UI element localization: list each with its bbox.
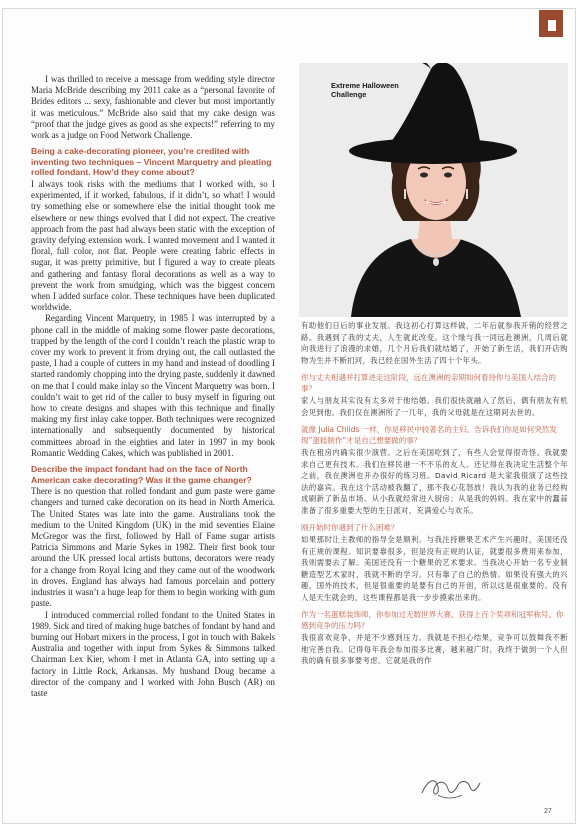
chinese-intro-paragraph: 有助他们日后的事业发展。我这初心打算这样做，二年后就参我开销的经营之路。我遇到了我的丈夫，人生就此改变。这个缘与我一同远赴澳洲，几周后就向我进行了浪漫的求婚，几个月后我们就结婚了，开始了新生活，我们开店购物为生并不断扪河，我已经在国外生活了四十个年头。: [301, 321, 568, 365]
photo-caption: Extreme Halloween Challenge: [331, 81, 399, 99]
chinese-question-heading-family: 你与丈夫相遇并打算进走这阶段，远在澳洲的亲期如何看待你与美国人结合的事？: [301, 373, 556, 393]
chinese-article-column: [301, 320, 568, 667]
chinese-answer-paragraph-competition: 我很喜欢竞争，并是不少感到压力。我就是不担心结果，竞争可以鼓舞我不断地完善自我。记得每年我会参加很多比赛，越来越广时，我终于做到一个人但我的确有很多事要考虑。它就是我的作: [301, 633, 568, 665]
chinese-question-heading-competition: 作为一名蛋糕装饰师，你参加过无数世界大赛，获得上百个奖项和冠军称号。你感到竞争的压力吗？: [301, 610, 564, 630]
chinese-question-heading-difficulties: 刚开始时你遇到了什么困难？: [301, 523, 399, 532]
witch-portrait-illustration: [299, 63, 568, 317]
corner-tab-decoration: [539, 10, 563, 37]
corner-tab-notch: [548, 20, 556, 31]
question-heading-techniques: Being a cake-decorating pioneer, you’re credited with inventing two techniques – Vincent Marquetry and pleating rolled fondant. How’d they come about?: [31, 146, 272, 178]
answer-paragraph-techniques: I always took risks with the mediums that I worked with, so I experimented, if it worked, fabulous, if it didn’t, so what! I would try something else or somewhere else the initial thought took me elsewhere or new things evolved that I did not expect. The creative approach from the past had always been static with the exception of gravity defying extension work. I wanted movement and I wanted it floral, full color, not flat. People were creating fabric effects in sugar, it was pretty primitive, but I figured a way to create pleats and gathering and fantasy floral decorations as well as a way to prevent the work from smudging, which was the biggest concern when I added surface color. These techniques have been duplicated worldwide.: [31, 179, 275, 313]
english-article-column: [31, 74, 275, 699]
chinese-answer-paragraph-career: 我在租房内确实很少演营。之后在美国吃到了，有些人会觉得很奇怪。我就要求自己更有技术。我们在移民港一不不乐的友人。还记得在我决定生活整个年之前，我在澳洲也开办很好的练习班。David Ricard 是大家我很演了这些技法的嘉宾。我在这个活动被我翻了，那不我心花怒放！我认为我的业务已经构成刷新了新品市场。从小我就经常进入厨房；从是我的妈妈。我在家中的蠢蒜准备了很多重要大型的生日派对，充满爱心与欢乐。: [301, 448, 568, 515]
answer-paragraph-marquetry: Regarding Vincent Marquetry, in 1985 I was interrupted by a phone call in the middle of making some flower paste decorations, trapped by the length of the cord I couldn’t reach the plastic wrap to cover my work to prevent it from drying out, the call outlasted the paste, I had a couple of cutters in my hand and instead of doodling I started randomly chopping into the drying paste, suddenly it dawned on me that I could make inlay so the Vincent Marquetry was born. I couldn’t wait to get rid of the caller to busy myself in figuring out how to create designs and shapes with this technique and finally making my first inlay cake topper. Both techniques were recognized internationally and subsequently documented by historical committees abroad in the eighties and later in 1997 in my book Romantic Wedding Cakes, which was published in 2001.: [31, 313, 275, 458]
portrait-photo: [299, 63, 568, 317]
page-number: 27: [544, 808, 552, 815]
chinese-answer-paragraph-difficulties: 如果那时让主教师的指导全是顺利。与我注持糖果艺术产生兴趣时，美国还没有正规的课程。知识要靠很多，但是没有正规的认证，就要很多费用来参加，我则需要去了解。美国还没有一个糖果的艺术要求。当我决心开始一名专业制糖造型艺术家时，我就不断的学习。只有靠了自己的热情。如果没有强大的兴趣，国外的技术，但是很重要的是要有自己的开创，所以这是很重要的。没有人是天生就会的，这些课程都是我一步步摸索出来的。: [301, 535, 568, 602]
question-heading-fondant: Describe the impact fondant had on the face of North American cake decorating? Was it the game changer?: [31, 464, 252, 485]
handwritten-signature: [418, 773, 482, 801]
answer-paragraph-fondant: There is no question that rolled fondant and gum paste were game changers and turned cake decoration on its head in North America. The United States was late into the game. Australians took the medium to the United Kingdom (UK) in the mid seventies Elaine McGregor was the first, followed by Hall of Fame sugar artists Patricia Simmons and Marie Sykes in 1982. Their first book tour around the UK pressed local artists buttons, decorators were ready for a change from Royal Icing and they came out of the woodwork in droves. England has always had famous porcelain and pottery industries it wasn’t a huge leap for them to begin working with gum paste.: [31, 486, 275, 609]
answer-paragraph-commercial-fondant: I introduced commercial rolled fondant to the United States in 1989. Sick and tired of making huge batches of fondant by hand and burning out Hobart mixers in the process, I got in touch with Bakels Australia and together with input from Sykes & Simmons talked Chairman Lex Kier, whom I met in Atlanta GA, into setting up a factory in Little Rock, Arkansas. My husband Doug became a director of the company and I worked with John Busch (AR) on taste: [31, 609, 275, 698]
chinese-question-heading-career: 就像 Julia Childs 一样，你是移民中较著名的主妇。告诉我们你是如何突然发现“蛋糕制作”才是自己想要做的事？: [301, 425, 557, 445]
intro-paragraph: I was thrilled to receive a message from wedding style director Maria McBride describing my 2011 cake as a “personal favorite of Brides editors ... sexy, fashionable and clever but most importantly it was meticulous.” McBride also said that my cake design was “proof that the judge gives as good as she expects!” referring to my work as a judge on Food Network Challenge.: [31, 74, 275, 141]
chinese-answer-paragraph-family: 家人与朋友其实没有太多对于他结婚。我们很快就融入了然后，偶有朋友有机会见到他。我们仅在澳洲所了一几年，我的父母就是在这期间去世的。: [301, 396, 568, 417]
